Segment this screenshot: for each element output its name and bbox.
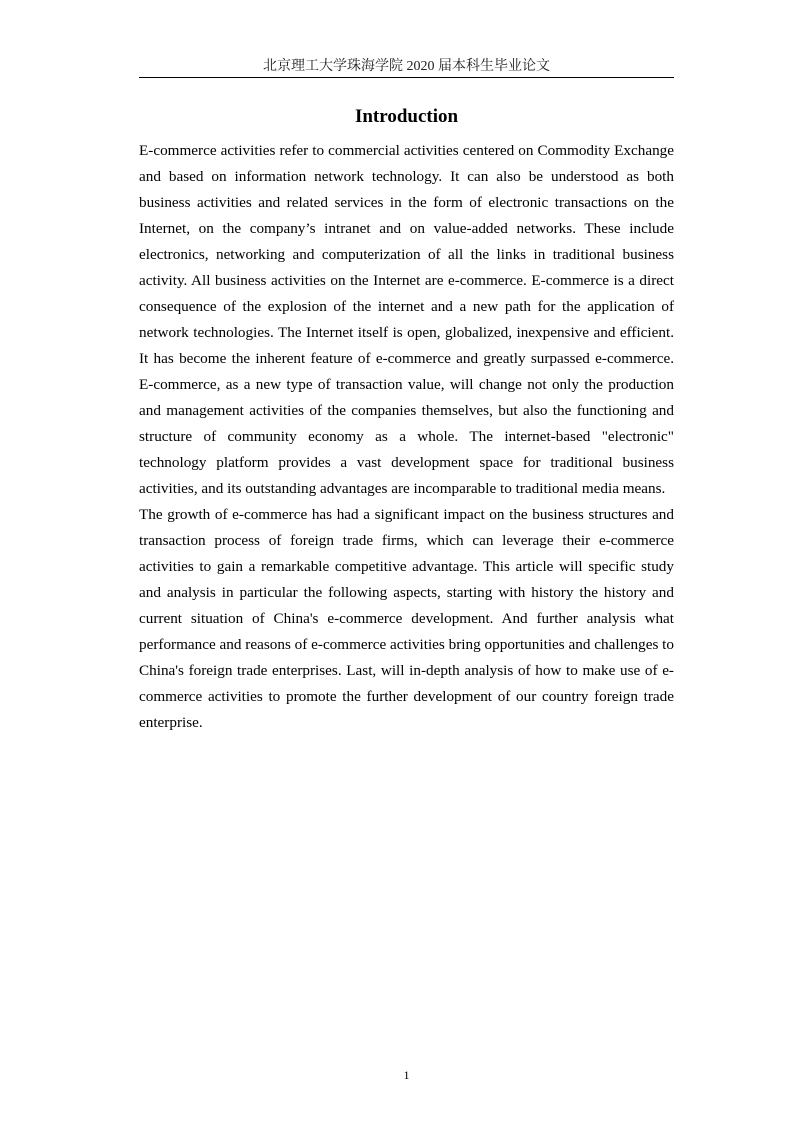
paragraph-2: The growth of e-commerce has had a significant impact on the business structures and transaction process of foreign trade firms, which can leverage their e-commerce activities to gain a remarkable competitive advantage. This article will specific study and analysis in particular the following aspects, starting with history the history and current situation of China's e-commerce development. And further analysis what performance and reasons of e-commerce activities bring opportunities and challenges to China's foreign trade enterprises. Last, will in-depth analysis of how to make use of e-commerce activities to promote the further development of our country foreign trade enterprise. (139, 506, 674, 731)
section-title: Introduction (354, 106, 459, 127)
header-rule (139, 77, 674, 78)
body-text (139, 138, 674, 736)
paragraph-1: E-commerce activities refer to commercial activities centered on Commodity Exchange and based on information network technology. It can also be understood as both business activities and related services in the form of electronic transactions on the Internet, on the company’s intranet and on value-added networks. These include electronics, networking and computerization of all the links in traditional business activity. All business activities on the Internet are e-commerce. E-commerce is a direct consequence of the explosion of the internet and a new path for the application of network technologies. The Internet itself is open, globalized, inexpensive and efficient. It has become the inherent feature of e-commerce and greatly surpassed e-commerce. E-commerce, as a new type of transaction value, will change not only the production and management activities of the companies themselves, but also the functioning and structure of community economy as a whole. The internet-based "electronic" technology platform provides a vast development space for traditional business activities, and its outstanding advantages are incomparable to traditional media means. (139, 142, 674, 497)
page-number: 1 (403, 1068, 410, 1082)
page-header: 北京理工大学珠海学院 2020 届本科生毕业论文 (263, 59, 550, 74)
